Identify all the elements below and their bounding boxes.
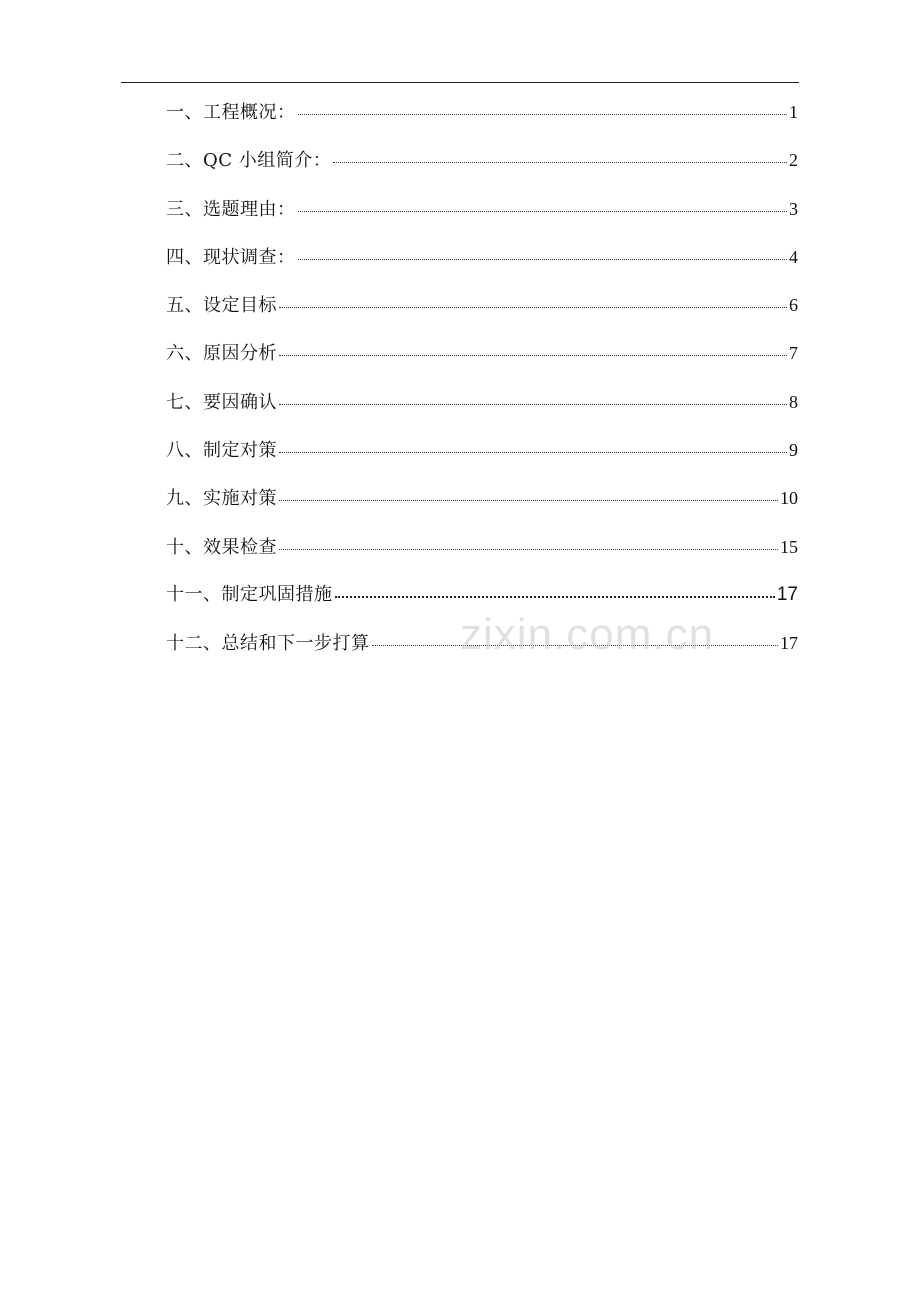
- toc-page-number: 17: [780, 633, 798, 654]
- toc-dot-leader: [279, 354, 787, 356]
- toc-entry-title: 十二、总结和下一步打算: [166, 633, 370, 655]
- toc-dot-leader: [333, 161, 787, 163]
- toc-entry-title: 六、原因分析: [166, 343, 277, 365]
- toc-dot-leader: [279, 499, 778, 501]
- toc-entry-title: 八、制定对策: [166, 440, 277, 462]
- toc-entry[interactable]: [166, 435, 798, 483]
- toc-page-number: 7: [789, 343, 798, 364]
- toc-entry[interactable]: [166, 290, 798, 338]
- toc-entry-title: 四、现状调查：: [166, 246, 296, 268]
- toc-entry[interactable]: [166, 338, 798, 386]
- toc-page-number: 9: [789, 440, 798, 461]
- toc-entry[interactable]: [166, 145, 798, 193]
- toc-entry[interactable]: [166, 532, 798, 580]
- toc-page-number: 1: [789, 102, 798, 122]
- toc-page-number: 8: [789, 391, 798, 412]
- toc-entry-title: 一、工程概况：: [166, 102, 296, 123]
- toc-entry-title: 七、要因确认: [166, 391, 277, 413]
- toc-dot-leader: [279, 548, 778, 550]
- toc-dot-leader: [279, 451, 787, 453]
- header-rule: [121, 82, 799, 83]
- toc-entry[interactable]: [166, 628, 798, 676]
- toc-page-number: 4: [789, 246, 798, 267]
- toc-dot-leader: [372, 644, 779, 646]
- toc-page-number: 15: [780, 536, 798, 557]
- toc-entry[interactable]: [166, 483, 798, 531]
- toc-entry[interactable]: [166, 97, 798, 145]
- toc-dot-leader: [298, 113, 788, 115]
- toc-page-number: 10: [780, 488, 798, 509]
- toc-page-number: 17: [776, 583, 798, 605]
- toc-page-number: 6: [789, 295, 798, 316]
- toc-entry-title: 十、效果检查: [166, 536, 277, 558]
- toc-entry[interactable]: [166, 194, 798, 242]
- watermark: zixin.com.cn: [460, 610, 715, 659]
- toc-dot-leader: [335, 595, 775, 598]
- toc-dot-leader: [279, 403, 787, 405]
- toc-entry[interactable]: [166, 242, 798, 290]
- toc-entry-title: 十一、制定巩固措施: [166, 583, 333, 605]
- toc-entry-title: 五、设定目标: [166, 295, 277, 317]
- toc-dot-leader: [298, 258, 788, 260]
- toc-entry[interactable]: [166, 387, 798, 435]
- toc-dot-leader: [298, 210, 788, 212]
- toc-page-number: 2: [789, 150, 798, 171]
- toc-entry-title: 二、QC 小组简介：: [166, 150, 332, 172]
- toc-entry[interactable]: [166, 580, 798, 628]
- toc-entry-title: 九、实施对策: [166, 488, 277, 510]
- toc-entry-title: 三、选题理由：: [166, 198, 296, 220]
- toc-page-number: 3: [789, 198, 798, 219]
- toc-dot-leader: [279, 306, 787, 308]
- table-of-contents: [166, 97, 798, 677]
